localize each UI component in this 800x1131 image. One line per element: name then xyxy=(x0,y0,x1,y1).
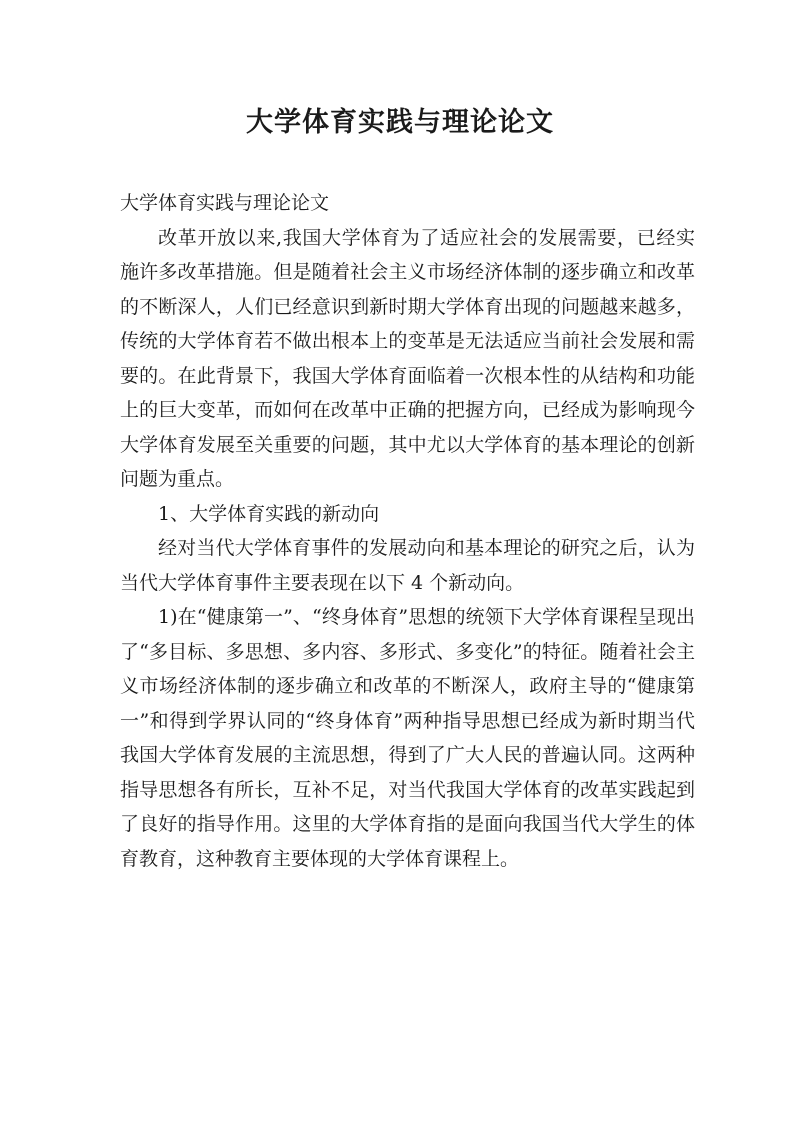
section-heading: 1、大学体育实践的新动向 xyxy=(158,502,380,525)
document-body xyxy=(120,186,695,876)
paragraph-trend-1: 1)在“健康第一”、“终身体育”思想的统领下大学体育课程呈现出了“多目标、多思想、多内容、多形式、多变化”的特征。随着社会主义市场经济体制的逐步确立和改革的不断深人，政府主导的“健康第一”和得到学界认同的“终身体育”两种指导思想已经成为新时期当代我国大学体育发展的主流思想，得到了广大人民的普遍认同。这两种指导思想各有所长，互补不足，对当代我国大学体育的改革实践起到了良好的指导作用。这里的大学体育指的是面向我国当代大学生的体育教育，这种教育主要体现的大学体育课程上。 xyxy=(120,606,695,870)
paragraph-intro: 改革开放以来,我国大学体育为了适应社会的发展需要，已经实施许多改革措施。但是随着社会主义市场经济体制的逐步确立和改革的不断深人，人们已经意识到新时期大学体育出现的问题越来越多，传统的大学体育若不做出根本上的变革是无法适应当前社会发展和需要的。在此背景下，我国大学体育面临着一次根本性的从结构和功能上的巨大变革，而如何在改革中正确的把握方向，已经成为影响现今大学体育发展至关重要的问题，其中尤以大学体育的基本理论的创新问题为重点。 xyxy=(120,226,695,490)
document-title: 大学体育实践与理论论文 xyxy=(246,107,554,138)
paragraph-trends-intro: 经对当代大学体育事件的发展动向和基本理论的研究之后，认为当代大学体育事件主要表现在以下 4 个新动向。 xyxy=(120,537,695,594)
document-subtitle-line: 大学体育实践与理论论文 xyxy=(120,192,330,214)
